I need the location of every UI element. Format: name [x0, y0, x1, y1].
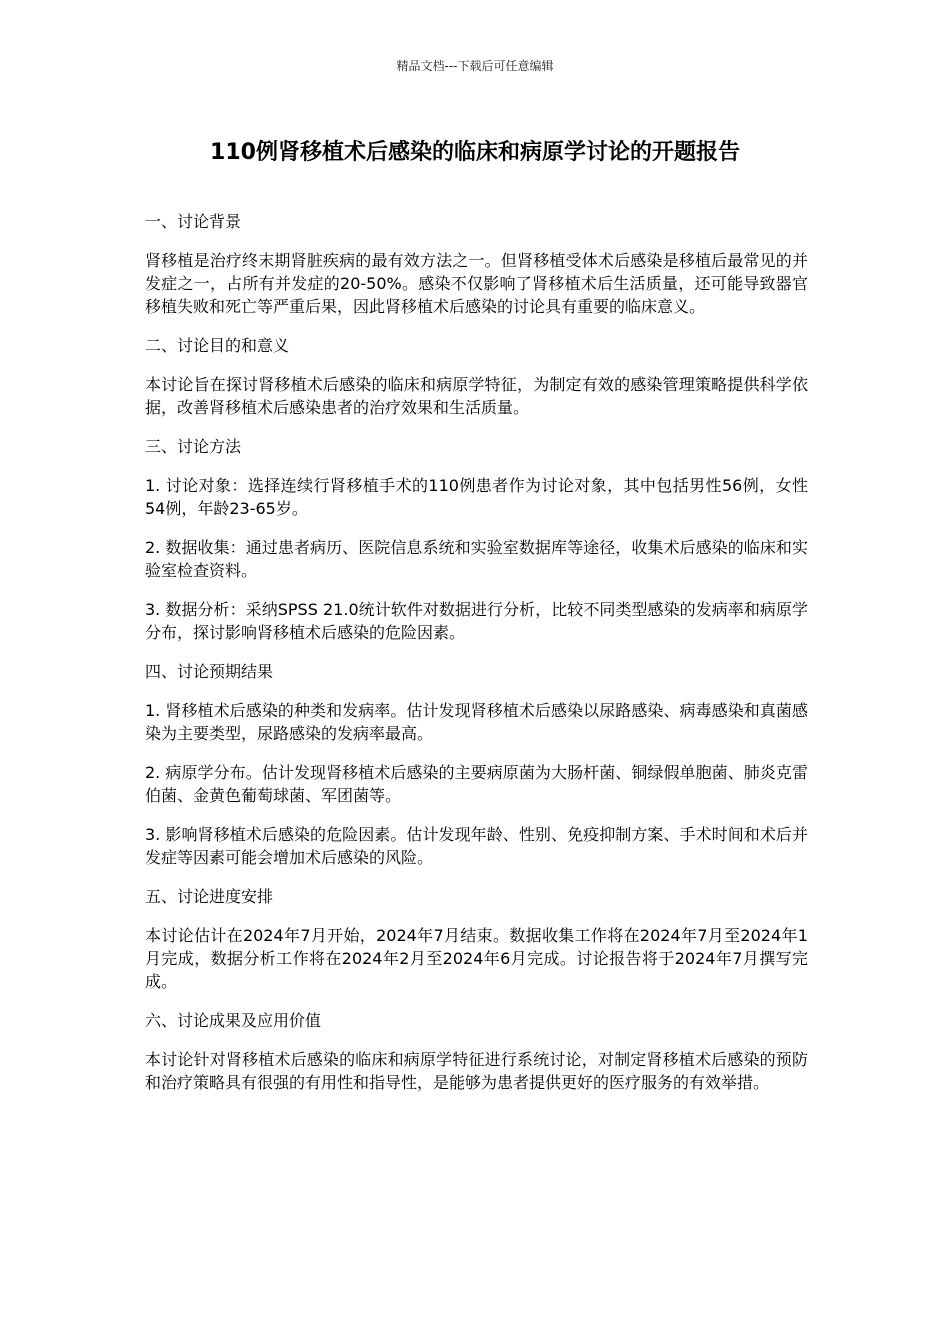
purpose-paragraph: 本讨论旨在探讨肾移植术后感染的临床和病原学特征，为制定有效的感染管理策略提供科学依据，改善肾移植术后感染患者的治疗效果和生活质量。: [145, 375, 808, 417]
value-paragraph: 本讨论针对肾移植术后感染的临床和病原学特征进行系统讨论，对制定肾移植术后感染的预防和治疗策略具有很强的有用性和指导性，是能够为患者提供更好的医疗服务的有效举措。: [145, 1050, 808, 1092]
methods-item-subjects: 1. 讨论对象：选择连续行肾移植手术的110例患者作为讨论对象，其中包括男性56例，女性54例，年龄23-65岁。: [145, 476, 808, 518]
methods-item-data-collection: 2. 数据收集：通过患者病历、医院信息系统和实验室数据库等途径，收集术后感染的临床和实验室检查资料。: [145, 538, 808, 580]
page-header: 精品文档---下载后可任意编辑: [396, 59, 554, 73]
methods-item-data-analysis: 3. 数据分析：采纳SPSS 21.0统计软件对数据进行分析，比较不同类型感染的发病率和病原学分布，探讨影响肾移植术后感染的危险因素。: [145, 600, 808, 642]
results-item-risk-factors: 3. 影响肾移植术后感染的危险因素。估计发现年龄、性别、免疫抑制方案、手术时间和术后并发症等因素可能会增加术后感染的风险。: [145, 825, 808, 867]
results-item-pathogens: 2. 病原学分布。估计发现肾移植术后感染的主要病原菌为大肠杆菌、铜绿假单胞菌、肺炎克雷伯菌、金黄色葡萄球菌、军团菌等。: [145, 763, 808, 805]
section-heading-background: 一、讨论背景: [145, 212, 242, 231]
section-heading-schedule: 五、讨论进度安排: [145, 887, 274, 906]
schedule-paragraph: 本讨论估计在2024年7月开始，2024年7月结束。数据收集工作将在2024年7月至2024年1月完成，数据分析工作将在2024年2月至2024年6月完成。讨论报告将于2024年7月撰写完成。: [145, 926, 808, 991]
document-body: [145, 210, 808, 1110]
results-item-types: 1. 肾移植术后感染的种类和发病率。估计发现肾移植术后感染以尿路感染、病毒感染和真菌感染为主要类型，尿路感染的发病率最高。: [145, 701, 808, 743]
background-paragraph: 肾移植是治疗终末期肾脏疾病的最有效方法之一。但肾移植受体术后感染是移植后最常见的并发症之一，占所有并发症的20-50%。感染不仅影响了肾移植术后生活质量，还可能导致器官移植失败和死亡等严重后果，因此肾移植术后感染的讨论具有重要的临床意义。: [145, 251, 808, 316]
section-heading-purpose: 二、讨论目的和意义: [145, 336, 290, 355]
section-heading-results: 四、讨论预期结果: [145, 662, 274, 681]
document-title: 110例肾移植术后感染的临床和病原学讨论的开题报告: [210, 140, 740, 165]
section-heading-value: 六、讨论成果及应用价值: [145, 1011, 322, 1030]
section-heading-methods: 三、讨论方法: [145, 437, 242, 456]
